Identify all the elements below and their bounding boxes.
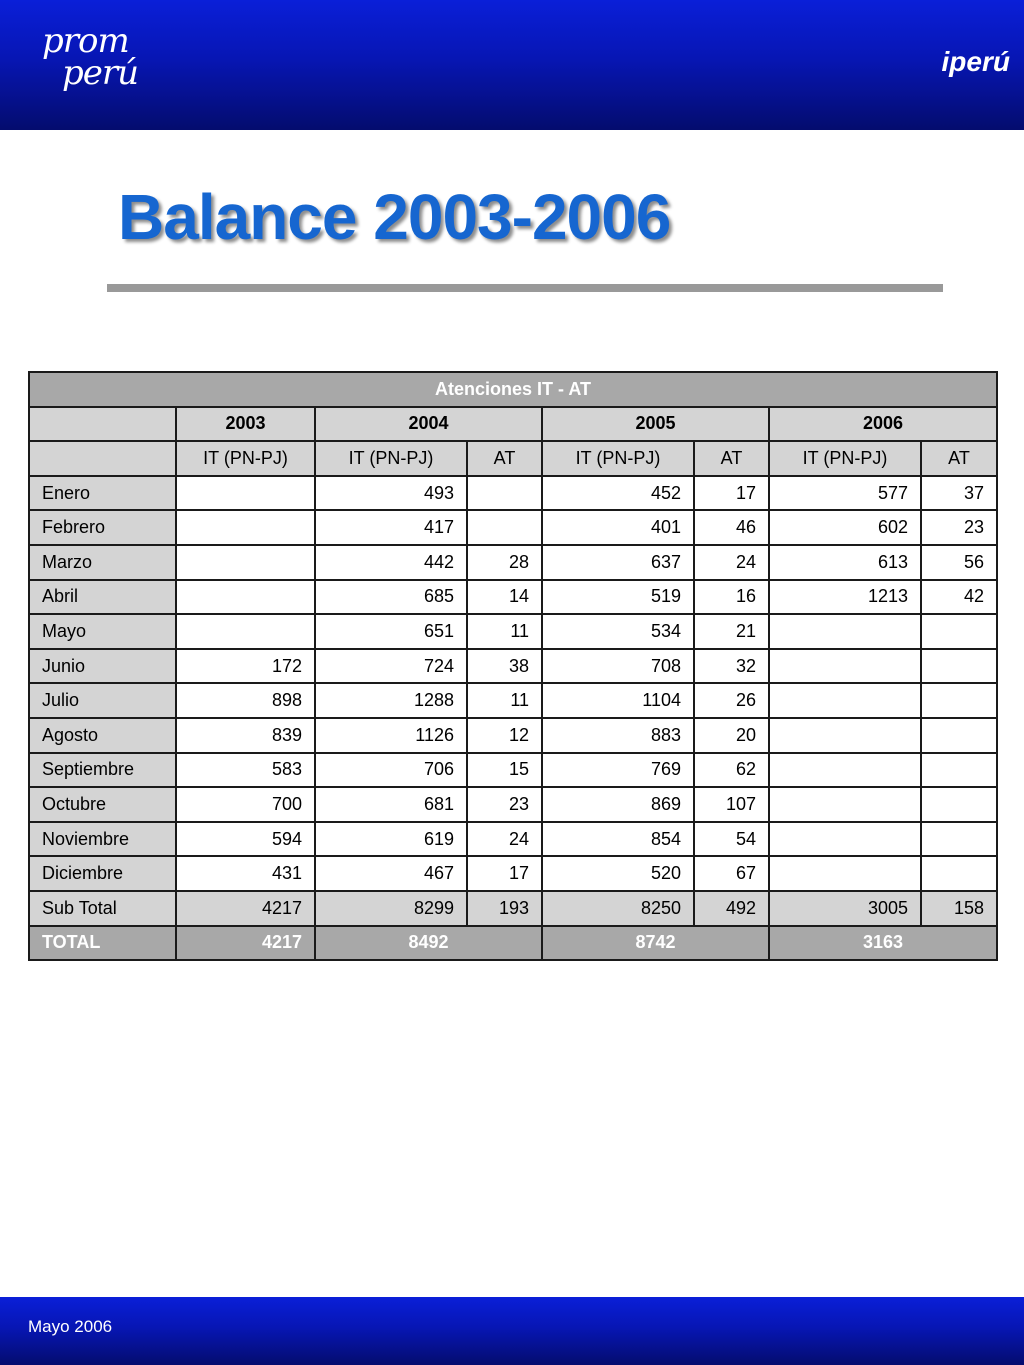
value-cell: 493 [315, 476, 467, 511]
title-divider [107, 284, 943, 292]
table-row [29, 476, 997, 511]
value-cell: 594 [176, 822, 315, 857]
total-cell-2005: 8742 [542, 926, 769, 961]
value-cell: 24 [467, 822, 542, 857]
value-cell: 1104 [542, 683, 694, 718]
balance-table [28, 371, 998, 961]
value-cell: 32 [694, 649, 769, 684]
subheader-cell: AT [694, 441, 769, 476]
month-label: Mayo [29, 614, 176, 649]
total-cell-2006: 3163 [769, 926, 997, 961]
subheader-corner [29, 441, 176, 476]
table-row [29, 545, 997, 580]
value-cell [921, 649, 997, 684]
subtotal-row [29, 891, 997, 926]
value-cell: 14 [467, 580, 542, 615]
value-cell: 11 [467, 683, 542, 718]
month-label: Enero [29, 476, 176, 511]
value-cell: 20 [694, 718, 769, 753]
value-cell: 16 [694, 580, 769, 615]
value-cell: 38 [467, 649, 542, 684]
table-caption-row [29, 372, 997, 407]
value-cell [176, 545, 315, 580]
value-cell [921, 683, 997, 718]
total-label: TOTAL [29, 926, 176, 961]
table-row [29, 822, 997, 857]
value-cell: 62 [694, 753, 769, 788]
value-cell: 12 [467, 718, 542, 753]
value-cell: 452 [542, 476, 694, 511]
subheader-cell: AT [921, 441, 997, 476]
value-cell: 56 [921, 545, 997, 580]
month-label: Diciembre [29, 856, 176, 891]
subtotal-cell: 158 [921, 891, 997, 926]
value-cell: 685 [315, 580, 467, 615]
value-cell: 708 [542, 649, 694, 684]
table-row [29, 614, 997, 649]
value-cell [769, 787, 921, 822]
value-cell: 23 [467, 787, 542, 822]
value-cell: 854 [542, 822, 694, 857]
value-cell [769, 753, 921, 788]
value-cell: 17 [694, 476, 769, 511]
value-cell: 11 [467, 614, 542, 649]
value-cell [921, 753, 997, 788]
value-cell: 577 [769, 476, 921, 511]
iperu-brand: iperú [941, 46, 1010, 77]
subtotal-cell: 8250 [542, 891, 694, 926]
subheader-cell: IT (PN-PJ) [542, 441, 694, 476]
value-cell: 534 [542, 614, 694, 649]
value-cell: 520 [542, 856, 694, 891]
year-2003: 2003 [176, 407, 315, 442]
subtotal-cell: 3005 [769, 891, 921, 926]
value-cell: 839 [176, 718, 315, 753]
value-cell [921, 822, 997, 857]
subheader-cell: IT (PN-PJ) [315, 441, 467, 476]
value-cell: 681 [315, 787, 467, 822]
subheader-cell: AT [467, 441, 542, 476]
logo-line-1: prom [42, 21, 129, 61]
table-row [29, 856, 997, 891]
value-cell [921, 614, 997, 649]
table-row [29, 580, 997, 615]
value-cell [769, 718, 921, 753]
year-2004: 2004 [315, 407, 542, 442]
value-cell: 172 [176, 649, 315, 684]
header-corner [29, 407, 176, 442]
value-cell: 467 [315, 856, 467, 891]
value-cell [176, 580, 315, 615]
month-label: Abril [29, 580, 176, 615]
subheader-cell: IT (PN-PJ) [176, 441, 315, 476]
value-cell: 24 [694, 545, 769, 580]
value-cell: 619 [315, 822, 467, 857]
value-cell: 769 [542, 753, 694, 788]
value-cell [769, 683, 921, 718]
month-label: Noviembre [29, 822, 176, 857]
year-header-row [29, 407, 997, 442]
value-cell: 706 [315, 753, 467, 788]
footer-banner [0, 1297, 1024, 1365]
month-label: Octubre [29, 787, 176, 822]
month-label: Marzo [29, 545, 176, 580]
value-cell [769, 614, 921, 649]
value-cell [769, 649, 921, 684]
month-label: Julio [29, 683, 176, 718]
subtotal-cell: 4217 [176, 891, 315, 926]
month-label: Agosto [29, 718, 176, 753]
total-cell-2003: 4217 [176, 926, 315, 961]
table-row [29, 787, 997, 822]
value-cell: 37 [921, 476, 997, 511]
value-cell [176, 476, 315, 511]
value-cell [176, 510, 315, 545]
value-cell: 1288 [315, 683, 467, 718]
value-cell: 613 [769, 545, 921, 580]
value-cell: 700 [176, 787, 315, 822]
value-cell: 1126 [315, 718, 467, 753]
value-cell [921, 718, 997, 753]
table-caption: Atenciones IT - AT [29, 372, 997, 407]
value-cell: 1213 [769, 580, 921, 615]
value-cell: 883 [542, 718, 694, 753]
value-cell: 54 [694, 822, 769, 857]
total-row [29, 926, 997, 961]
logo-line-2: perú [62, 53, 139, 93]
month-label: Febrero [29, 510, 176, 545]
value-cell: 401 [542, 510, 694, 545]
value-cell: 724 [315, 649, 467, 684]
value-cell: 42 [921, 580, 997, 615]
table-row [29, 510, 997, 545]
year-2006: 2006 [769, 407, 997, 442]
value-cell: 23 [921, 510, 997, 545]
value-cell: 26 [694, 683, 769, 718]
value-cell: 637 [542, 545, 694, 580]
value-cell: 21 [694, 614, 769, 649]
value-cell: 898 [176, 683, 315, 718]
value-cell [921, 856, 997, 891]
value-cell [176, 614, 315, 649]
value-cell: 602 [769, 510, 921, 545]
value-cell: 46 [694, 510, 769, 545]
value-cell: 519 [542, 580, 694, 615]
value-cell [467, 510, 542, 545]
footer-date: Mayo 2006 [28, 1317, 113, 1336]
value-cell: 67 [694, 856, 769, 891]
value-cell: 431 [176, 856, 315, 891]
value-cell: 583 [176, 753, 315, 788]
subheader-row [29, 441, 997, 476]
promperu-logo [38, 22, 148, 102]
value-cell: 869 [542, 787, 694, 822]
subheader-cell: IT (PN-PJ) [769, 441, 921, 476]
value-cell: 651 [315, 614, 467, 649]
subtotal-label: Sub Total [29, 891, 176, 926]
value-cell [921, 787, 997, 822]
total-cell-2004: 8492 [315, 926, 542, 961]
value-cell [769, 822, 921, 857]
table-row [29, 753, 997, 788]
month-label: Junio [29, 649, 176, 684]
value-cell: 107 [694, 787, 769, 822]
table-row [29, 649, 997, 684]
subtotal-cell: 492 [694, 891, 769, 926]
table-row [29, 718, 997, 753]
value-cell: 417 [315, 510, 467, 545]
subtotal-cell: 8299 [315, 891, 467, 926]
value-cell: 17 [467, 856, 542, 891]
value-cell [769, 856, 921, 891]
month-label: Septiembre [29, 753, 176, 788]
year-2005: 2005 [542, 407, 769, 442]
value-cell [467, 476, 542, 511]
value-cell: 15 [467, 753, 542, 788]
subtotal-cell: 193 [467, 891, 542, 926]
table-row [29, 683, 997, 718]
value-cell: 28 [467, 545, 542, 580]
value-cell: 442 [315, 545, 467, 580]
page-title: Balance 2003-2006 [118, 181, 671, 253]
header-banner [0, 0, 1024, 130]
